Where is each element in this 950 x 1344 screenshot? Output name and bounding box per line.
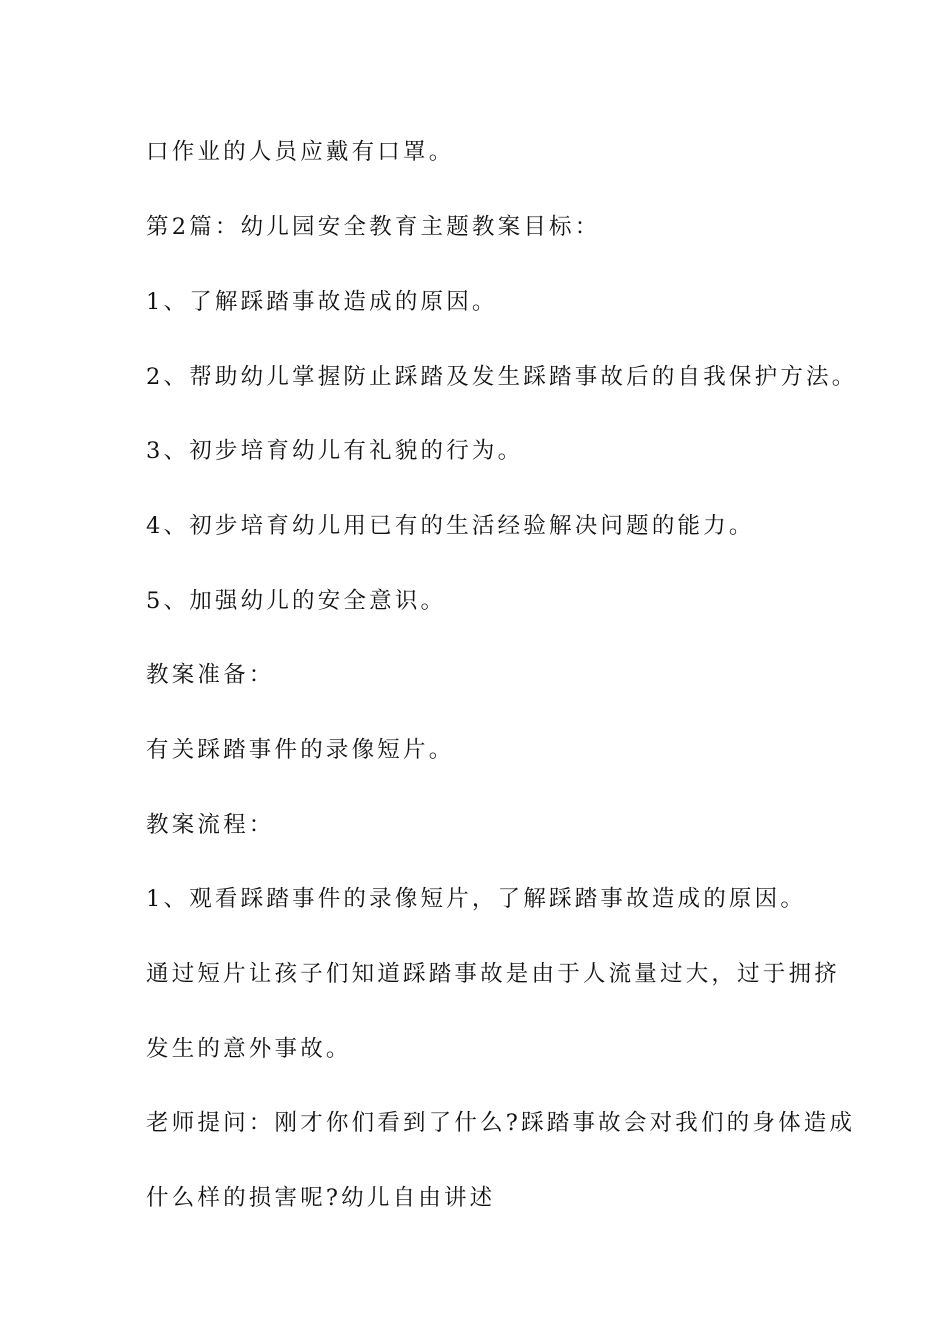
- text-line: 老师提问：刚才你们看到了什么?踩踏事故会对我们的身体造成: [146, 1110, 856, 1136]
- text-line: 通过短片让孩子们知道踩踏事故是由于人流量过大，过于拥挤: [146, 961, 840, 987]
- list-item: 1、了解踩踏事故造成的原因。: [146, 289, 498, 315]
- list-item: 2、帮助幼儿掌握防止踩踏及发生踩踏事故后的自我保护方法。: [146, 364, 858, 390]
- list-item: 5、加强幼儿的安全意识。: [146, 588, 447, 614]
- text-line: 发生的意外事故。: [146, 1036, 352, 1062]
- text-line: 口作业的人员应戴有口罩。: [146, 139, 455, 165]
- section-heading: 教案流程：: [146, 812, 275, 838]
- section-heading: 第2篇：幼儿园安全教育主题教案目标：: [146, 214, 601, 240]
- section-heading: 教案准备：: [146, 662, 275, 688]
- list-item: 3、初步培育幼儿有礼貌的行为。: [146, 438, 524, 464]
- list-item: 1、观看踩踏事件的录像短片，了解踩踏事故造成的原因。: [146, 886, 807, 912]
- list-item: 4、初步培育幼儿用已有的生活经验解决问题的能力。: [146, 513, 755, 539]
- text-line: 有关踩踏事件的录像短片。: [146, 737, 455, 763]
- text-line: 什么样的损害呢?幼儿自由讲述: [146, 1185, 496, 1211]
